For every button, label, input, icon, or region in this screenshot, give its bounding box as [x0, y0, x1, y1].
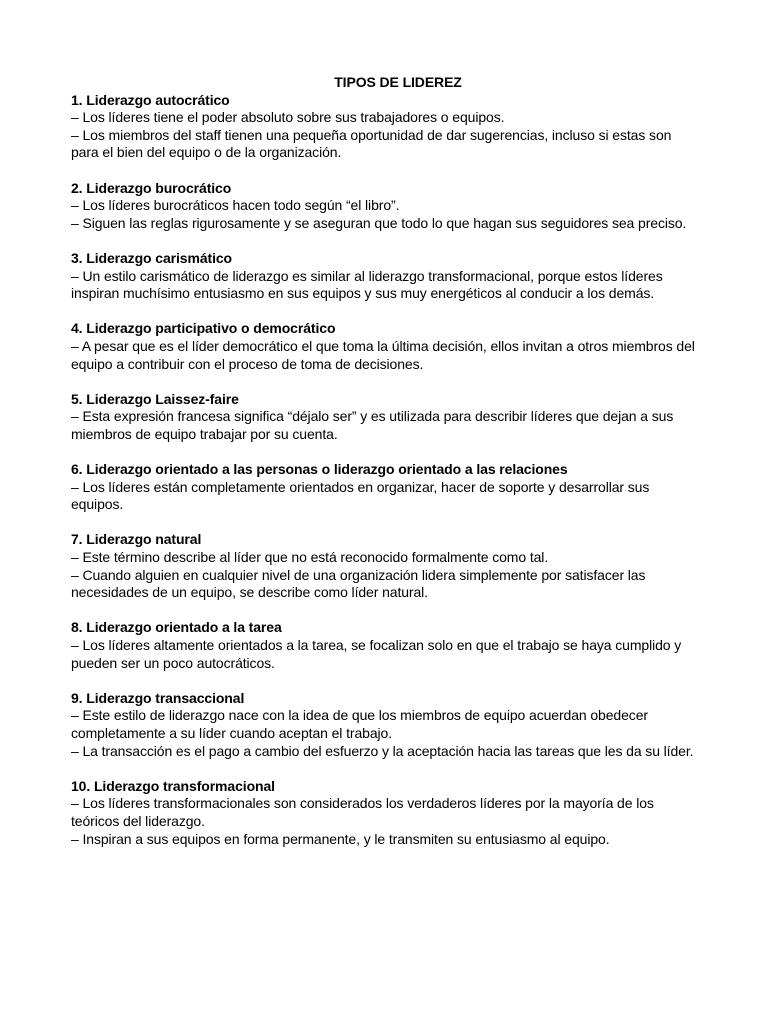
section-2	[71, 180, 701, 233]
section-line: – Siguen las reglas rigurosamente y se aseguran que todo lo que hagan sus seguidores sea preciso.	[71, 214, 687, 231]
section-line: – A pesar que es el líder democrático el que toma la última decisión, ellos invitan a otros miembros del equipo a contribuir con el proceso de toma de decisiones.	[71, 337, 695, 372]
section-7	[71, 531, 701, 601]
section-heading: 5. Liderazgo Laissez-faire	[71, 390, 239, 407]
section-6	[71, 461, 701, 514]
section-line: – Esta expresión francesa significa “déjalo ser” y es utilizada para describir líderes que dejan a sus miembros de equipo trabajar por su cuenta.	[71, 408, 674, 442]
section-9	[71, 690, 701, 760]
section-5	[71, 391, 701, 444]
section-line: – Los líderes burocráticos hacen todo según “el libro”.	[71, 197, 400, 214]
section-heading: 10. Liderazgo transformacional	[71, 777, 275, 794]
section-8	[71, 619, 701, 672]
section-line: – Los líderes están completamente orientados en organizar, hacer de soporte y desarrollar sus equipos.	[71, 478, 650, 513]
section-heading: 4. Liderazgo participativo o democrático	[71, 320, 336, 337]
section-line: – Este término describe al líder que no está reconocido formalmente como tal.	[71, 549, 549, 566]
section-line: – Este estilo de liderazgo nace con la idea de que los miembros de equipo acuerdan obedecer completamente a su líder cuando aceptan el trabajo.	[71, 707, 648, 741]
section-line: – Los líderes transformacionales son considerados los verdaderos líderes por la mayoría de los teóricos del liderazgo.	[71, 795, 654, 829]
section-heading: 3. Liderazgo carismático	[71, 249, 232, 266]
section-line: – La transacción es el pago a cambio del esfuerzo y la aceptación hacia las tareas que les da su líder.	[71, 742, 694, 759]
document-title: TIPOS DE LIDEREZ	[334, 74, 462, 90]
section-heading: 8. Liderazgo orientado a la tarea	[71, 619, 282, 636]
section-line: – Un estilo carismático de liderazgo es similar al liderazgo transformacional, porque estos líderes inspiran muchísimo entusiasmo en sus equipos y sus muy energéticos al conducir a los demás.	[71, 267, 663, 302]
section-4	[71, 320, 701, 373]
section-heading: 6. Liderazgo orientado a las personas o liderazgo orientado a las relaciones	[71, 461, 568, 478]
section-line: – Inspiran a sus equipos en forma permanente, y le transmiten su entusiasmo al equipo.	[71, 830, 610, 847]
section-line: – Los líderes altamente orientados a la tarea, se focalizan solo en que el trabajo se haya cumplido y pueden ser un poco autocráticos.	[71, 637, 682, 671]
section-heading: 2. Liderazgo burocrático	[71, 179, 232, 196]
document-body	[71, 74, 701, 866]
section-list	[71, 92, 701, 849]
section-1	[71, 92, 701, 162]
section-heading: 7. Liderazgo natural	[71, 531, 202, 548]
section-line: – Los líderes tiene el poder absoluto sobre sus trabajadores o equipos.	[71, 109, 505, 126]
section-heading: 1. Liderazgo autocrático	[71, 91, 230, 108]
section-3	[71, 250, 701, 303]
section-10	[71, 778, 701, 848]
section-line: – Cuando alguien en cualquier nivel de una organización lidera simplemente por satisfacer las necesidades de un equipo, se describe como líder natural.	[71, 566, 646, 601]
section-heading: 9. Liderazgo transaccional	[71, 689, 245, 706]
section-line: – Los miembros del staff tienen una pequeña oportunidad de dar sugerencias, incluso si estas son para el bien del equipo o de la organización.	[71, 126, 672, 161]
